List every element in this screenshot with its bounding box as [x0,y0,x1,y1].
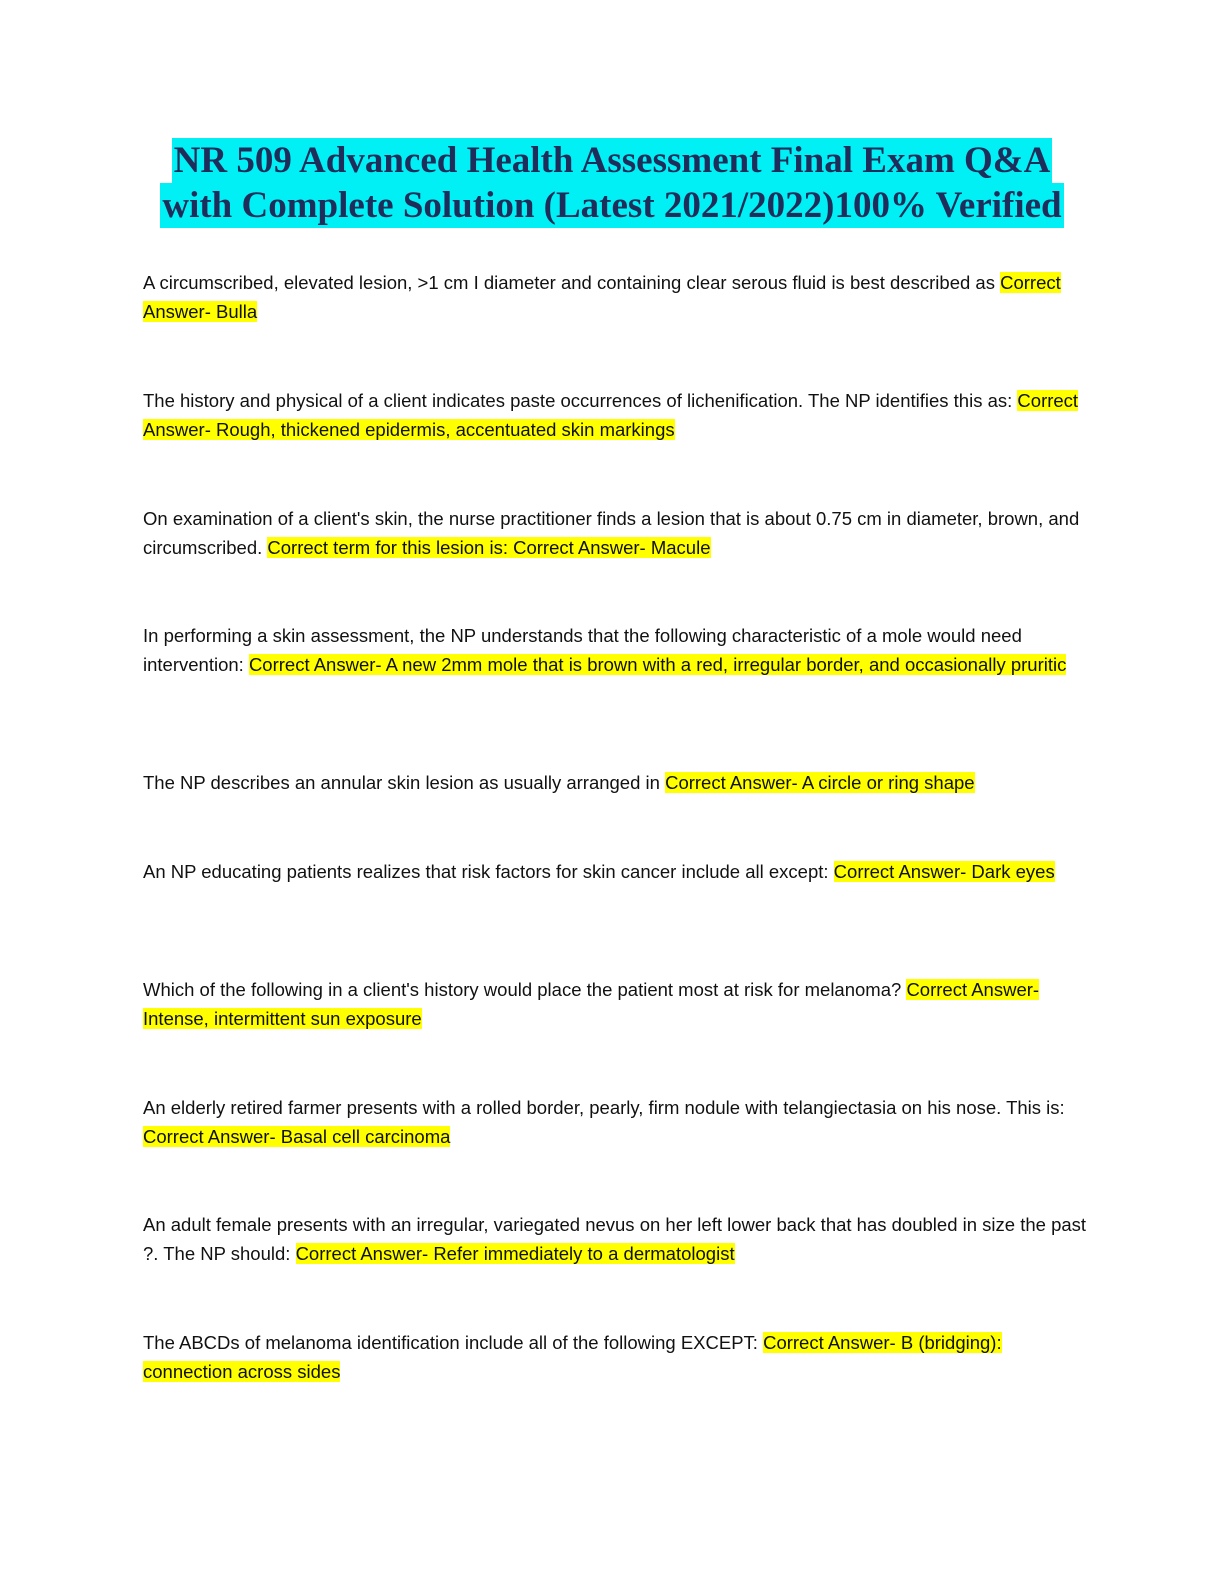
qa-item-5 [143,768,1088,797]
qa-item-6 [143,857,1088,886]
question-text: In performing a skin assessment, the NP understands that the following characteristic of a mole would need intervention: [143,625,1022,675]
answer-highlight: Correct Answer- Basal cell carcinoma [143,1126,451,1147]
qa-item-9 [143,1210,1088,1268]
title-line-1: NR 509 Advanced Health Assessment Final Exam Q&A [173,140,1051,181]
answer-highlight: Correct Answer- Refer immediately to a dermatologist [295,1243,735,1264]
answer-highlight: Correct Answer- B (bridging): connection across sides [143,1332,1002,1382]
question-text: The history and physical of a client indicates paste occurrences of lichenification. The NP identifies this as: [143,390,1018,411]
answer-highlight: Correct Answer- Dark eyes [833,861,1055,882]
title-line-2: with Complete Solution (Latest 2021/2022)100% Verified [162,185,1062,226]
question-text: On examination of a client's skin, the nurse practitioner finds a lesion that is about 0.75 cm in diameter, brown, and circumscribed. [143,508,1080,558]
answer-highlight: Correct Answer- Rough, thickened epidermis, accentuated skin markings [143,390,1079,440]
answer-highlight: Correct term for this lesion is: Correct Answer- Macule [267,537,711,558]
question-text: Which of the following in a client's history would place the patient most at risk for melanoma? [143,979,907,1000]
answer-highlight: Correct Answer- Bulla [143,272,1061,322]
qa-item-1 [143,268,1088,326]
qa-item-4 [143,621,1088,679]
qa-item-7 [143,975,1088,1033]
qa-item-2 [143,386,1088,444]
qa-item-3 [143,504,1088,562]
qa-item-10 [143,1328,1088,1386]
question-text: An NP educating patients realizes that risk factors for skin cancer include all except: [143,861,834,882]
answer-highlight: Correct Answer- A circle or ring shape [665,772,975,793]
qa-item-8 [143,1093,1088,1151]
document-title [0,138,1224,228]
question-text: An elderly retired farmer presents with a rolled border, pearly, firm nodule with telangiectasia on his nose. This is: [143,1097,1065,1118]
question-text: The NP describes an annular skin lesion as usually arranged in [143,772,666,793]
question-text: A circumscribed, elevated lesion, >1 cm I diameter and containing clear serous fluid is best described as [143,272,1001,293]
question-text: An adult female presents with an irregular, variegated nevus on her left lower back that has doubled in size the past ?. The NP should: [143,1214,1087,1264]
question-text: The ABCDs of melanoma identification include all of the following EXCEPT: [143,1332,764,1353]
answer-highlight: Correct Answer- Intense, intermittent sun exposure [143,979,1040,1029]
answer-highlight: Correct Answer- A new 2mm mole that is brown with a red, irregular border, and occasionally pruritic [248,654,1067,675]
